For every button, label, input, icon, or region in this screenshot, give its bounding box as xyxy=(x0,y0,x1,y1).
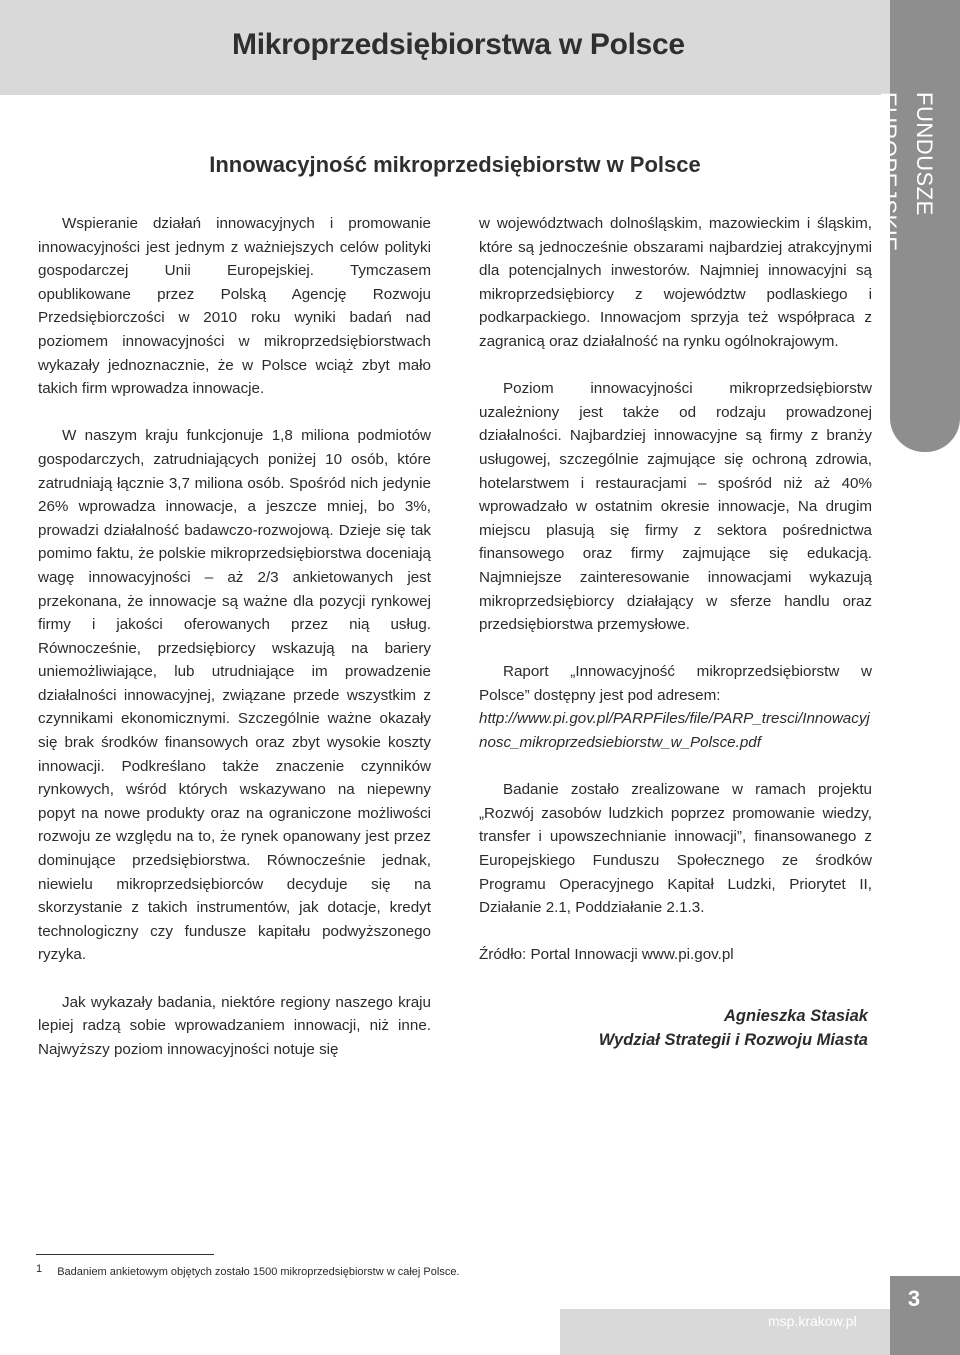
header-band xyxy=(0,0,890,95)
left-column xyxy=(38,212,431,1061)
report-paragraph xyxy=(479,660,872,754)
page-number-box xyxy=(890,1276,960,1355)
right-column xyxy=(479,212,872,967)
footer-url[interactable]: msp.krakow.pl xyxy=(768,1313,857,1329)
footnote-divider xyxy=(36,1254,214,1255)
footnote-text: Badaniem ankietowym objętych zostało 1500 mikroprzedsiębiorstw w całej Polsce. xyxy=(57,1266,460,1278)
left-paragraph-2: W naszym kraju funkcjonuje 1,8 miliona podmiotów gospodarczych, zatrudniających poniżej 10 osób, które zatrudniają łącznie 3,7 miliona osób. Spośród nich jedynie 26% wprowadza innowacje, a jeszcze mniej, bo 3%, prowadzi działalność badawczo-rozwojową. Dzieje się tak pomimo faktu, że polskie mikroprzedsiębiorstwa doceniają wagę innowacyjności – aż 2/3 ankietowanych jest przekonana, że innowacje są ważne dla pozycji rynkowej firmy i jakości oferowanych przez nią usług. Równocześnie, przedsiębiorcy wskazują na bariery uniemożliwiające, lub utrudniające im prowadzenie działalności innowacyjnej, związane przede wszystkim z czynnikami ekonomicznymi. Szczególnie ważne okazały się brak środków finansowych oraz zbyt wysokie koszty innowacji. Podkreślano także znaczenie czynników rynkowych, wśród których wskazywano na niepewny popyt na nowe produkty oraz na ograniczone możliwości rozwoju ze względu na to, że rynek opanowany jest przez dominujące przedsiębiorstwa. Równocześnie jednak, niewielu mikroprzedsiębiorców decyduje się na skorzystanie z takich instrumentów, jak dotacje, kredyt technologiczny czy fundusze kapitału podwyższonego ryzyka. xyxy=(38,427,431,964)
author-name: Agnieszka Stasiak xyxy=(724,1007,868,1025)
right-paragraph-continuation: w województwach dolnośląskim, mazowieckim i śląskim, które są jednocześnie obszarami najbardziej atrakcyjnymi dla potencjalnych inwestorów. Najmniej innowacyjni są mikroprzedsiębiorcy z województw podlaskiego i podkarpackiego. Innowacjom sprzyja też współpraca z zagranicą oraz działalność na rynku ogólnokrajowym. xyxy=(479,215,872,350)
section-side-tab xyxy=(876,0,960,452)
right-paragraph-2: Poziom innowacyjności mikroprzedsiębiorstw uzależniony jest także od rodzaju prowadzonej działalności. Najbardziej innowacyjne są firmy z branży usługowej, szczególnie zajmujące się ochroną zdrowia, hotelarstwem i restauracjami – spośród niż aż 40% wprowadzało w ostatnim okresie innowacje, Na drugim miejscu plasują się firmy z sektora pośrednictwa finansowego oraz firmy zajmujące się edukacją. Najmniejsze zainteresowanie innowacjami wykazują mikroprzedsiębiorcy działający w sferze handlu oraz przedsiębiorstwa przemysłowe. xyxy=(479,380,872,634)
footnote-number: 1 xyxy=(36,1263,43,1275)
source-line: Źródło: Portal Innowacji www.pi.gov.pl xyxy=(479,946,734,964)
article-title: Innowacyjność mikroprzedsiębiorstw w Polsce xyxy=(209,152,701,177)
report-intro: Raport „Innowacyjność mikroprzedsiębiorstw w Polsce” dostępny jest pod adresem: xyxy=(479,663,872,704)
report-link[interactable]: http://www.pi.gov.pl/PARPFiles/file/PARP_tresci/Innowacyjnosc_mikroprzedsiebiorstw_w_Polsce.pdf xyxy=(479,710,870,752)
footnote xyxy=(36,1263,460,1278)
right-paragraph-4: Badanie zostało zrealizowane w ramach projektu „Rozwój zasobów ludzkich poprzez promowanie wiedzy, transfer i upowszechnianie innowacji”, finansowanego z Europejskiego Funduszu Społecznego ze środków Programu Operacyjnego Kapitał Ludzki, Priorytet II, Działanie 2.1, Poddziałanie 2.1.3. xyxy=(479,781,872,917)
left-paragraph-3: Jak wykazały badania, niektóre regiony naszego kraju lepiej radzą sobie wprowadzaniem innowacji, niż inne. Najwyższy poziom innowacyjności notuje się xyxy=(38,993,431,1058)
left-paragraph-1: Wspieranie działań innowacyjnych i promowanie innowacyjności jest jednym z ważniejszych celów polityki gospodarczej Unii Europejskiej. Tymczasem opublikowane przez Polską Agencję Rozwoju Przedsiębiorczości w 2010 roku wyniki badań nad poziomem innowacyjności w mikroprzedsiębiorstwach wykazały jednoznacznie, że w Polsce wciąż zbyt mało takich firm wprowadza innowacje. xyxy=(38,215,431,398)
side-tab-label: FUNDUSZE EUROPEJSKIE xyxy=(876,92,937,252)
author-department: Wydział Strategii i Rozwoju Miasta xyxy=(598,1031,868,1049)
author-block xyxy=(479,1004,868,1052)
page-number: 3 xyxy=(907,1286,921,1311)
page-header-title: Mikroprzedsiębiorstwa w Polsce xyxy=(232,28,685,61)
